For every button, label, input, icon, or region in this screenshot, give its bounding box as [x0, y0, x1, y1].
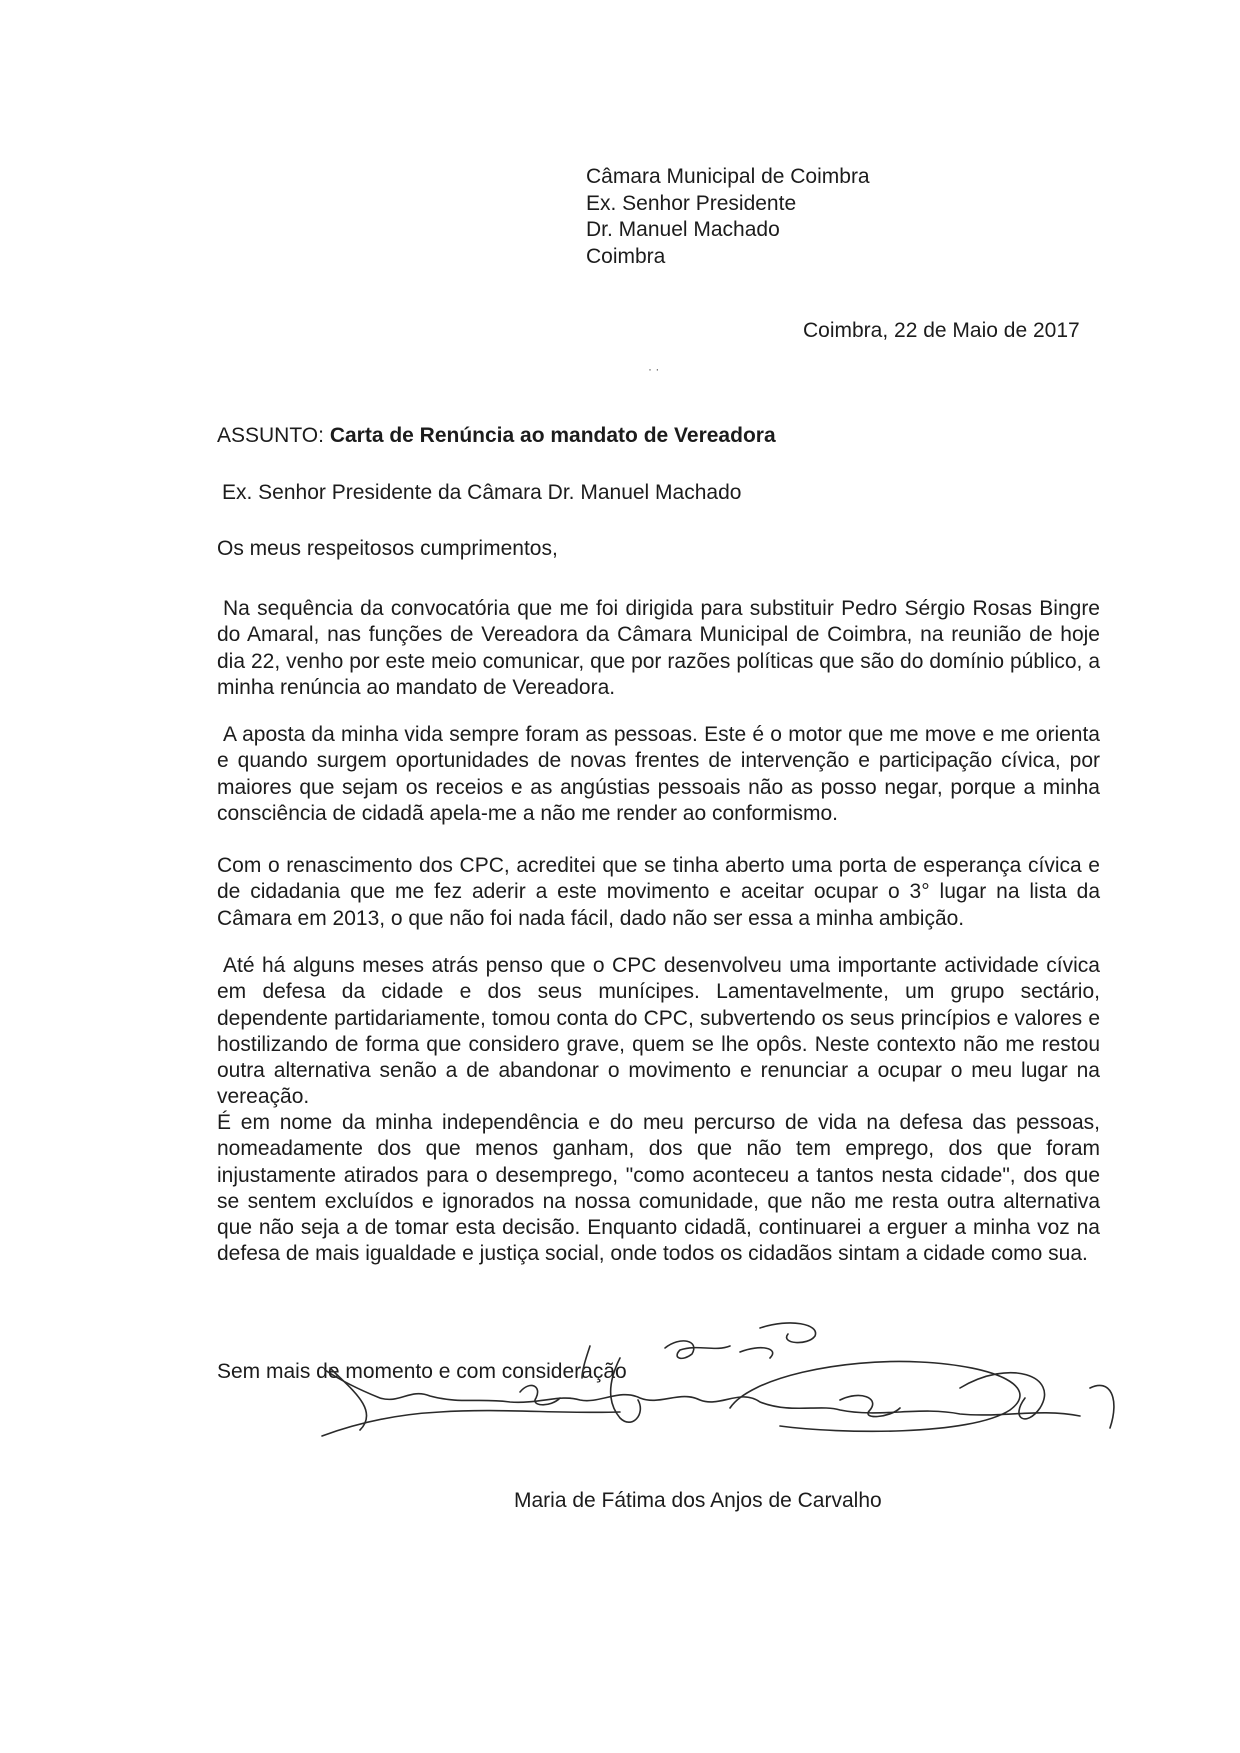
body-paragraph: É em nome da minha independência e do meu percurso de vida na defesa das pessoas, nomeadamente dos que menos ganham, dos que não tem emprego, dos que foram injustamente atirados para o desemprego, "como aconteceu a tantos nesta cidade", dos que se sentem excluídos e ignorados na nossa comunidade, que não me resta outra alternativa que não seja a de tomar esta decisão. Enquanto cidadã, continuarei a erguer a minha voz na defesa de mais igualdade e justiça social, onde todos os cidadãos sintam a cidade como sua. — [217, 1111, 1100, 1266]
recipient-line: Dr. Manuel Machado — [586, 218, 780, 241]
signer-name: Maria de Fátima dos Anjos de Carvalho — [514, 1489, 882, 1512]
recipient-line: Câmara Municipal de Coimbra — [586, 165, 870, 188]
closing-line: Sem mais de momento e com consideração — [217, 1360, 627, 1383]
recipient-address — [586, 164, 870, 270]
salutation: Ex. Senhor Presidente da Câmara Dr. Manuel Machado — [222, 481, 742, 504]
scan-speck: · · — [648, 362, 660, 376]
recipient-line: Ex. Senhor Presidente — [586, 191, 797, 215]
subject-label: ASSUNTO: — [217, 424, 324, 447]
body-paragraph: Até há alguns meses atrás penso que o CPC desenvolveu uma importante actividade cívica em defesa da cidade e dos seus munícipes. Lamentavelmente, um grupo sectário, dependente partidariamente, tomou conta do CPC, subvertendo os seus princípios e valores e hostilizando de forma que considero grave, quem se lhe opôs. Neste contexto não me restou outra alternativa senão a de abandonar o movimento e renunciar a ocupar o meu lugar na vereação. — [217, 954, 1100, 1109]
letter-date: Coimbra, 22 de Maio de 2017 — [803, 319, 1080, 342]
greeting: Os meus respeitosos cumprimentos, — [217, 537, 558, 560]
recipient-line: Coimbra — [586, 244, 666, 268]
body-paragraph: Na sequência da convocatória que me foi dirigida para substituir Pedro Sérgio Rosas Bingre do Amaral, nas funções de Vereadora da Câmara Municipal de Coimbra, na reunião de hoje dia 22, venho por este meio comunicar, que por razões políticas que são do domínio público, a minha renúncia ao mandato de Vereadora. — [217, 597, 1100, 699]
body-paragraph: Com o renascimento dos CPC, acreditei que se tinha aberto uma porta de esperança cívica e de cidadania que me fez aderir a este movimento e aceitar ocupar o 3° lugar na lista da Câmara em 2013, o que não foi nada fácil, dado não ser essa a minha ambição. — [217, 854, 1100, 930]
body-paragraph: A aposta da minha vida sempre foram as pessoas. Este é o motor que me move e me orienta e quando surgem oportunidades de novas frentes de intervenção e participação cívica, por maiores que sejam os receios e as angústias pessoais não as posso negar, porque a minha consciência de cidadã apela-me a não me render ao conformismo. — [217, 723, 1100, 825]
subject-text: Carta de Renúncia ao mandato de Vereadora — [329, 424, 776, 447]
subject-line — [217, 424, 776, 448]
handwritten-signature — [320, 1318, 1140, 1458]
